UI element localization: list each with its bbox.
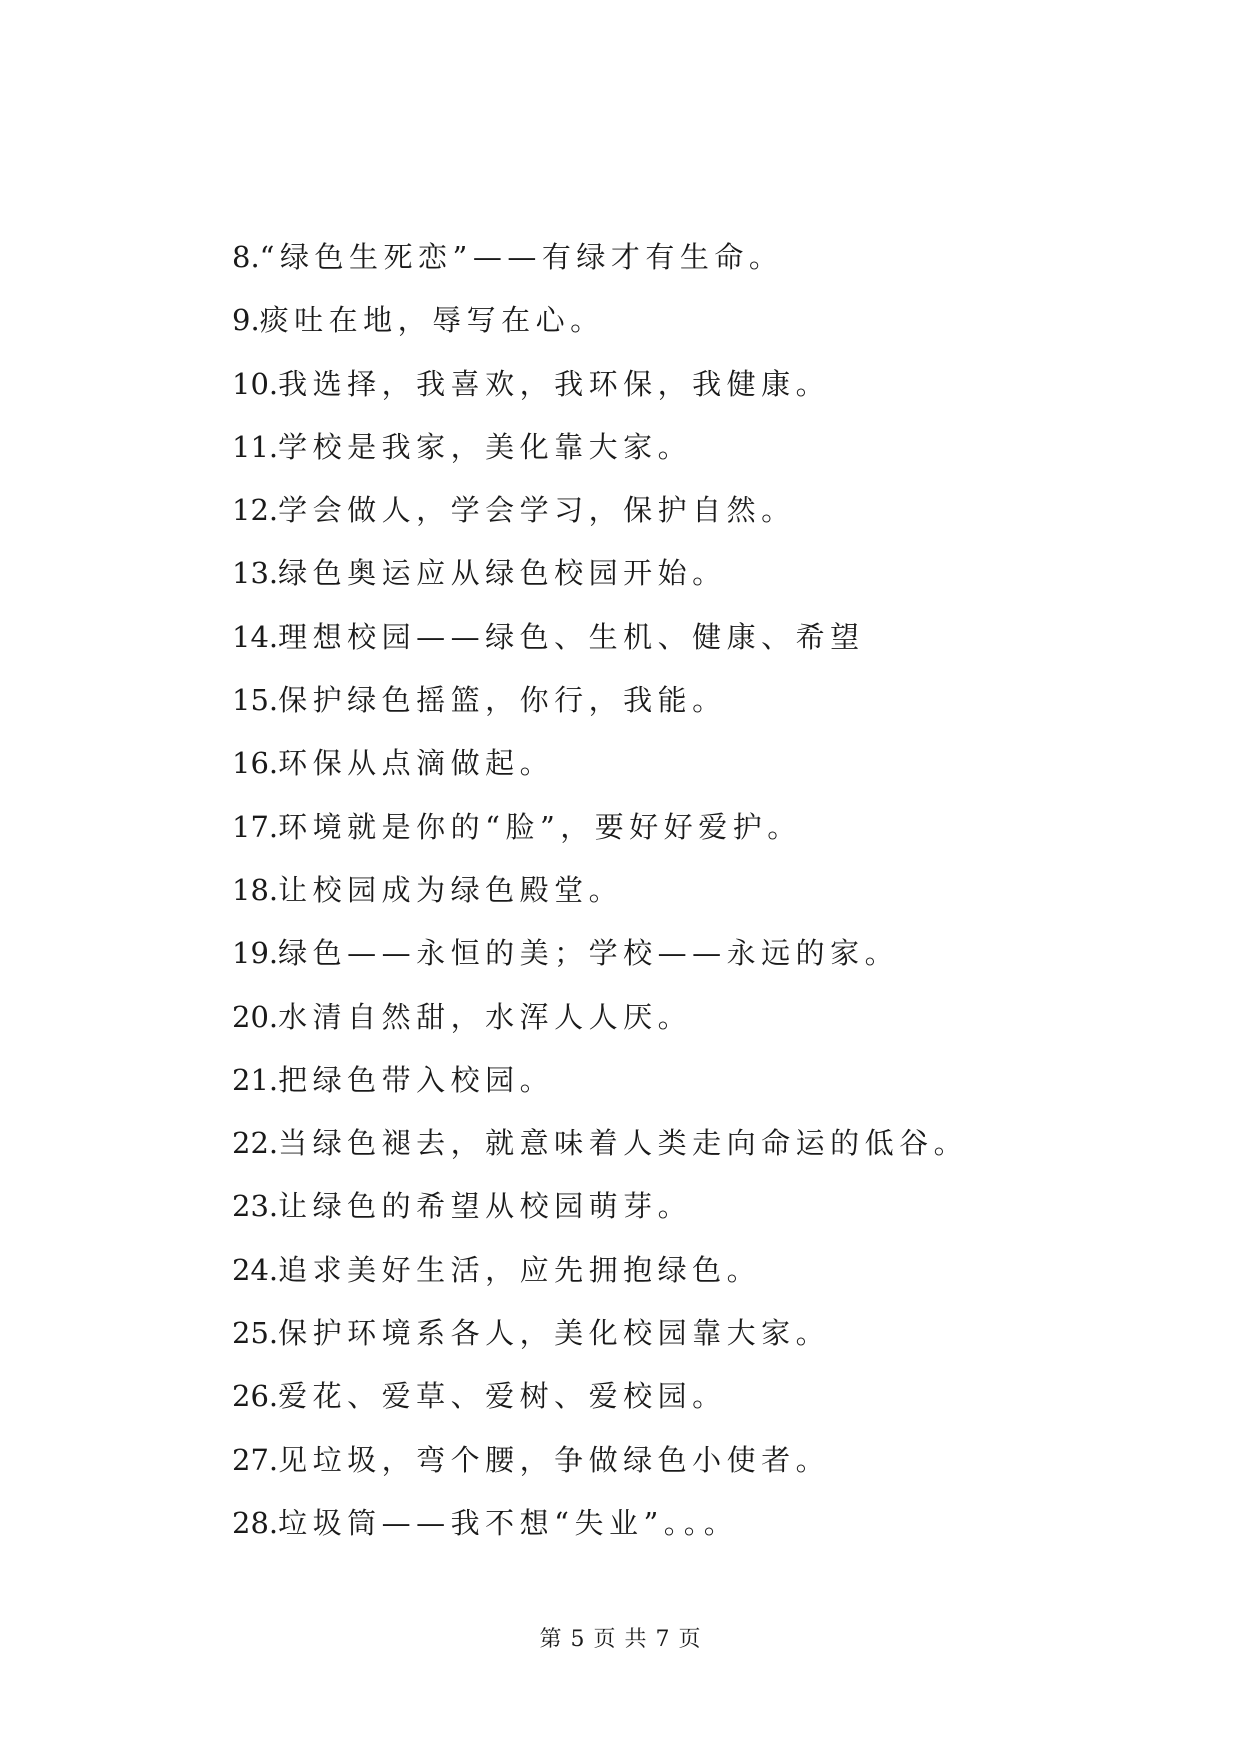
page-footer: 第 5 页 共 7 页 <box>539 1627 702 1652</box>
item-number: 10. <box>232 366 279 401</box>
list-item <box>232 803 1132 866</box>
item-number: 13. <box>232 556 279 591</box>
item-number: 18. <box>232 872 279 907</box>
item-text: 痰吐在地，辱写在心。 <box>259 303 605 338</box>
list-item <box>232 1499 1132 1562</box>
list-item <box>232 866 1132 929</box>
item-text: 环境就是你的“脸”，要好好爱护。 <box>278 809 802 844</box>
item-text: 把绿色带入校园。 <box>278 1062 555 1097</box>
list-item <box>232 486 1132 549</box>
list-item <box>232 296 1132 359</box>
item-text: 水清自然甜，水浑人人厌。 <box>278 999 693 1034</box>
item-text: 让绿色的希望从校园萌芽。 <box>278 1189 693 1224</box>
item-number: 17. <box>232 809 279 844</box>
list-item <box>232 549 1132 612</box>
list-item <box>232 739 1132 802</box>
item-text: 让校园成为绿色殿堂。 <box>278 872 624 907</box>
item-number: 23. <box>232 1189 279 1224</box>
list-item <box>232 613 1132 676</box>
list-item <box>232 233 1132 296</box>
list-item <box>232 1056 1132 1119</box>
item-text: 绿色——永恒的美；学校——永远的家。 <box>278 936 900 971</box>
item-text: 追求美好生活，应先拥抱绿色。 <box>278 1252 762 1287</box>
list-item <box>232 1246 1132 1309</box>
slogan-list <box>232 233 1132 1562</box>
item-text: 垃圾筒——我不想“失业”。。。 <box>278 1505 739 1540</box>
item-text: 学校是我家，美化靠大家。 <box>278 429 693 464</box>
item-number: 14. <box>232 619 279 654</box>
list-item <box>232 993 1132 1056</box>
list-item <box>232 1119 1132 1182</box>
item-number: 16. <box>232 746 279 781</box>
list-item <box>232 1309 1132 1372</box>
item-text: 保护环境系各人，美化校园靠大家。 <box>278 1316 831 1351</box>
item-text: 环保从点滴做起。 <box>278 746 555 781</box>
item-number: 25. <box>232 1316 279 1351</box>
list-item <box>232 1182 1132 1245</box>
item-number: 20. <box>232 999 279 1034</box>
item-number: 9. <box>232 303 260 338</box>
item-text: 理想校园——绿色、生机、健康、希望 <box>278 619 865 654</box>
item-number: 22. <box>232 1126 279 1161</box>
list-item <box>232 1372 1132 1435</box>
item-text: 当绿色褪去，就意味着人类走向命运的低谷。 <box>278 1126 969 1161</box>
item-text: 学会做人，学会学习，保护自然。 <box>278 493 796 528</box>
item-number: 11. <box>232 429 279 464</box>
item-number: 24. <box>232 1252 279 1287</box>
item-text: 我选择，我喜欢，我环保，我健康。 <box>278 366 831 401</box>
item-text: 爱花、爱草、爱树、爱校园。 <box>278 1379 727 1414</box>
item-number: 26. <box>232 1379 279 1414</box>
item-number: 21. <box>232 1062 279 1097</box>
item-number: 8. <box>232 240 260 274</box>
item-number: 12. <box>232 493 279 528</box>
item-text: 保护绿色摇篮，你行，我能。 <box>278 683 727 718</box>
list-item <box>232 360 1132 423</box>
item-text: 绿色奥运应从绿色校园开始。 <box>278 556 727 591</box>
list-item <box>232 929 1132 992</box>
item-number: 15. <box>232 683 279 718</box>
item-text: 见垃圾，弯个腰，争做绿色小使者。 <box>278 1442 831 1477</box>
list-item <box>232 423 1132 486</box>
item-text: “绿色生死恋”——有绿才有生命。 <box>259 240 784 274</box>
item-number: 27. <box>232 1442 279 1477</box>
item-number: 19. <box>232 936 279 971</box>
item-number: 28. <box>232 1505 279 1540</box>
list-item <box>232 1436 1132 1499</box>
list-item <box>232 676 1132 739</box>
